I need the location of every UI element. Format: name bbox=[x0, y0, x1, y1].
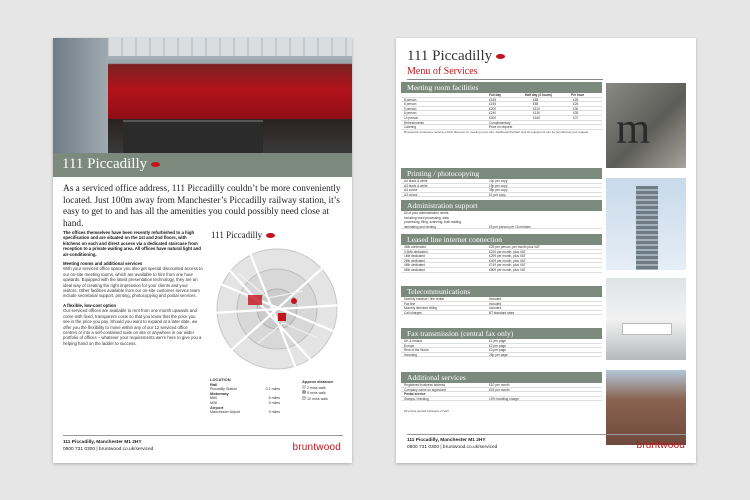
footer-contact: 0800 731 0300 | bruntwood.co.uk/serviced bbox=[63, 446, 154, 452]
legend-approx-heading: Approx distance bbox=[302, 379, 334, 384]
meeting-note: Bruntwood customers receive a 10% discount on meeting room hire. Additional flipchart and AV equipment can be provided at your request. bbox=[404, 129, 590, 134]
section-administration: Administration support All of your administration needs including word processing, data processing, filing, scanning, bulk mailing, laminating and binding £5 per person per 15 minutes bbox=[401, 200, 602, 229]
table-row: 8 person £155 £85 £25 bbox=[401, 102, 602, 107]
table-row: Monthly itemised billing Included bbox=[401, 306, 602, 311]
signage-photo bbox=[606, 83, 686, 168]
table-row: Incoming 25p per page bbox=[401, 353, 602, 358]
table-row: Postal service bbox=[401, 392, 602, 397]
table-row: 14 person £300 £160 £70 bbox=[401, 116, 602, 121]
meeting-room-photo bbox=[606, 278, 686, 360]
table-row: Fax line Included bbox=[401, 302, 602, 307]
section-heading: Meeting room facilities bbox=[401, 82, 602, 93]
heading-flexible: A flexible, low-cost option bbox=[63, 302, 117, 308]
brochure-page-front bbox=[53, 38, 352, 463]
legend-location-heading: LOCATION bbox=[210, 377, 231, 382]
rail-item: Piccadilly Station bbox=[210, 387, 238, 392]
section-telecommunications bbox=[401, 286, 602, 315]
airport-1-dist: 9 miles bbox=[268, 410, 280, 415]
table-row: A4 colour 35p per copy bbox=[401, 188, 602, 193]
section-heading: Fax transmission (central fax only) bbox=[401, 328, 602, 339]
footer-contact: 0800 731 0300 | bruntwood.co.uk/serviced bbox=[407, 444, 498, 450]
section-internet bbox=[401, 234, 602, 273]
building-marker bbox=[278, 313, 286, 321]
tower-photo bbox=[606, 178, 686, 270]
table-row: Registered business address £10 per month bbox=[401, 383, 602, 388]
table-row: Rest of the World £3 per page bbox=[401, 348, 602, 353]
vat-footnote: All prices quoted exclusive of VAT bbox=[404, 409, 449, 414]
table-row: Catering Price on request bbox=[401, 125, 602, 130]
legend-rail: Rail bbox=[210, 381, 218, 387]
table-row: 5Mb dedicated £809 per month, plus VAT bbox=[401, 268, 602, 273]
section-additional-services bbox=[401, 372, 602, 413]
footer bbox=[63, 440, 153, 453]
table-row: A3 colour £1 per copy bbox=[401, 193, 602, 198]
title-rule bbox=[407, 79, 603, 80]
lobby-window bbox=[53, 38, 108, 153]
bruntwood-logo: bruntwood bbox=[292, 442, 341, 453]
signage-letter-icon: m bbox=[616, 104, 651, 153]
brochure-page-menu bbox=[396, 38, 696, 463]
walk-5-swatch-icon bbox=[302, 390, 306, 394]
walk-2-swatch-icon bbox=[302, 385, 306, 389]
motorway-2-dist: 5 miles bbox=[268, 400, 280, 405]
title-band bbox=[53, 153, 352, 177]
section-heading: Leased line internet connection bbox=[401, 234, 602, 245]
meeting-table bbox=[622, 323, 672, 335]
footer-rule bbox=[407, 434, 686, 435]
para-offices: The offices themselves have been recently refurbished to a high specification and are situated on the 1st and 2nd floors, with kitchens on each and direct access via a dedicated staircase from reception to a private waiting area. All offices have natural light and air-conditioning. bbox=[63, 230, 201, 257]
table-row: 1Mb dedicated £299 per month, plus VAT bbox=[401, 254, 602, 259]
admin-price: £5 per person per 15 minutes bbox=[489, 224, 531, 229]
para-meeting: With your serviced office space you also get special discounted access to our on-site meeting rooms, which are available to hire from one hour upwards. Equipped with the latest presentation technology, they are an ideal way of creating the right impression for your clients and your visitors. Other facilities available from our on-site customer service team include secretarial support, printing, photocopying and postal services. bbox=[63, 266, 203, 299]
table-row: 8 person £155 £85 £25 bbox=[401, 98, 602, 103]
table-row: A3 black & white 15p per copy bbox=[401, 184, 602, 189]
heading-meeting: Meeting rooms and additional services bbox=[63, 261, 143, 267]
footer-address: 111 Piccadilly, Manchester M1 2HY bbox=[63, 440, 142, 445]
body-column bbox=[63, 230, 203, 350]
table-row: A4 black & white 10p per copy bbox=[401, 179, 602, 184]
menu-subtitle: Menu of Services bbox=[407, 66, 478, 77]
table-row: Call charges BT standard rates bbox=[401, 311, 602, 316]
brand-dot-icon bbox=[266, 233, 275, 238]
motorway-1-dist: 6 miles bbox=[268, 396, 280, 401]
section-printing bbox=[401, 168, 602, 197]
table-row: Refreshments Complimentary bbox=[401, 121, 602, 126]
table-row: 4Mb dedicated £749 per month, plus VAT bbox=[401, 263, 602, 268]
brand-dot-icon bbox=[496, 54, 505, 59]
map-title: 111 Piccadilly bbox=[211, 230, 275, 240]
bruntwood-logo: bruntwood bbox=[636, 440, 685, 451]
footer bbox=[407, 438, 497, 451]
walk-10-label: 10 mins walk bbox=[307, 396, 328, 401]
para-flexible: Our serviced offices are available to rent from one month upwards and come with fixed, transparent costs so that you know that the price you see is the price you pay. Should you want to expand at a later date, we offer you the flexibility to move within any of our 12 serviced office centres or into a self-contained suite on site or anywhere in our wider portfolio of offices – whatever your requirements we’re here to give you a helping hand on the ladder to success. bbox=[63, 308, 202, 346]
walk-5-label: 5 mins walk bbox=[307, 391, 326, 396]
map-svg bbox=[208, 243, 346, 378]
section-heading: Administration support bbox=[401, 200, 602, 211]
legend-airport: Airport bbox=[210, 404, 224, 410]
menu-page-title: 111 Piccadilly bbox=[407, 48, 505, 65]
legend-motorway: Motorway bbox=[210, 390, 229, 396]
reception-desk bbox=[123, 120, 263, 153]
map-area-highlight bbox=[248, 295, 262, 305]
station-marker-icon bbox=[291, 298, 297, 304]
motorway-1: M60 bbox=[210, 396, 217, 401]
meeting-table-header: Full day Half day (4 hours) Per hour bbox=[401, 93, 602, 98]
table-row: Monthly handset / line rental Included bbox=[401, 297, 602, 302]
table-row: Europe £2 per page bbox=[401, 344, 602, 349]
table-row: 0.5Mb dedicated £220 per month, plus VAT bbox=[401, 250, 602, 255]
section-heading: Telecommunications bbox=[401, 286, 602, 297]
section-heading: Printing / photocopying bbox=[401, 168, 602, 179]
tower-building bbox=[636, 186, 658, 270]
table-row: Company name on signboard £15 per month bbox=[401, 388, 602, 393]
walk-10-swatch-icon bbox=[302, 396, 306, 400]
footer-rule bbox=[63, 435, 343, 436]
table-row: 4Mb contended £25 per person, per month plus VAT bbox=[401, 245, 602, 250]
lobby-photo bbox=[53, 38, 352, 153]
rail-dist: 0.1 miles bbox=[265, 387, 280, 392]
table-row: 8 person £240 £130 £35 bbox=[401, 111, 602, 116]
walk-2-label: 2 mins walk bbox=[307, 385, 326, 390]
footer-address: 111 Piccadilly, Manchester M1 2HY bbox=[407, 438, 486, 443]
table-row: 2Mb dedicated £409 per month, plus VAT bbox=[401, 259, 602, 264]
table-row: UK & Ireland £1 per page bbox=[401, 339, 602, 344]
section-fax bbox=[401, 328, 602, 357]
brand-dot-icon bbox=[151, 162, 160, 167]
table-row: 9 person £200 £110 £30 bbox=[401, 107, 602, 112]
section-heading: Additional services bbox=[401, 372, 602, 383]
intro-text: As a serviced office address, 111 Piccadilly couldn’t be more conveniently located. Just 100m away from Manchester’s Piccadilly railway station, it’s easy to get to and has all the amenities you could possibly need close at hand. bbox=[63, 184, 341, 229]
page-title: 111 Piccadilly bbox=[62, 156, 160, 173]
airport-1: Manchester Airport bbox=[210, 410, 241, 415]
section-meeting-rooms bbox=[401, 82, 602, 134]
table-row: Stamps / franking 15% handling charge bbox=[401, 397, 602, 402]
motorway-2: M56 bbox=[210, 400, 217, 405]
